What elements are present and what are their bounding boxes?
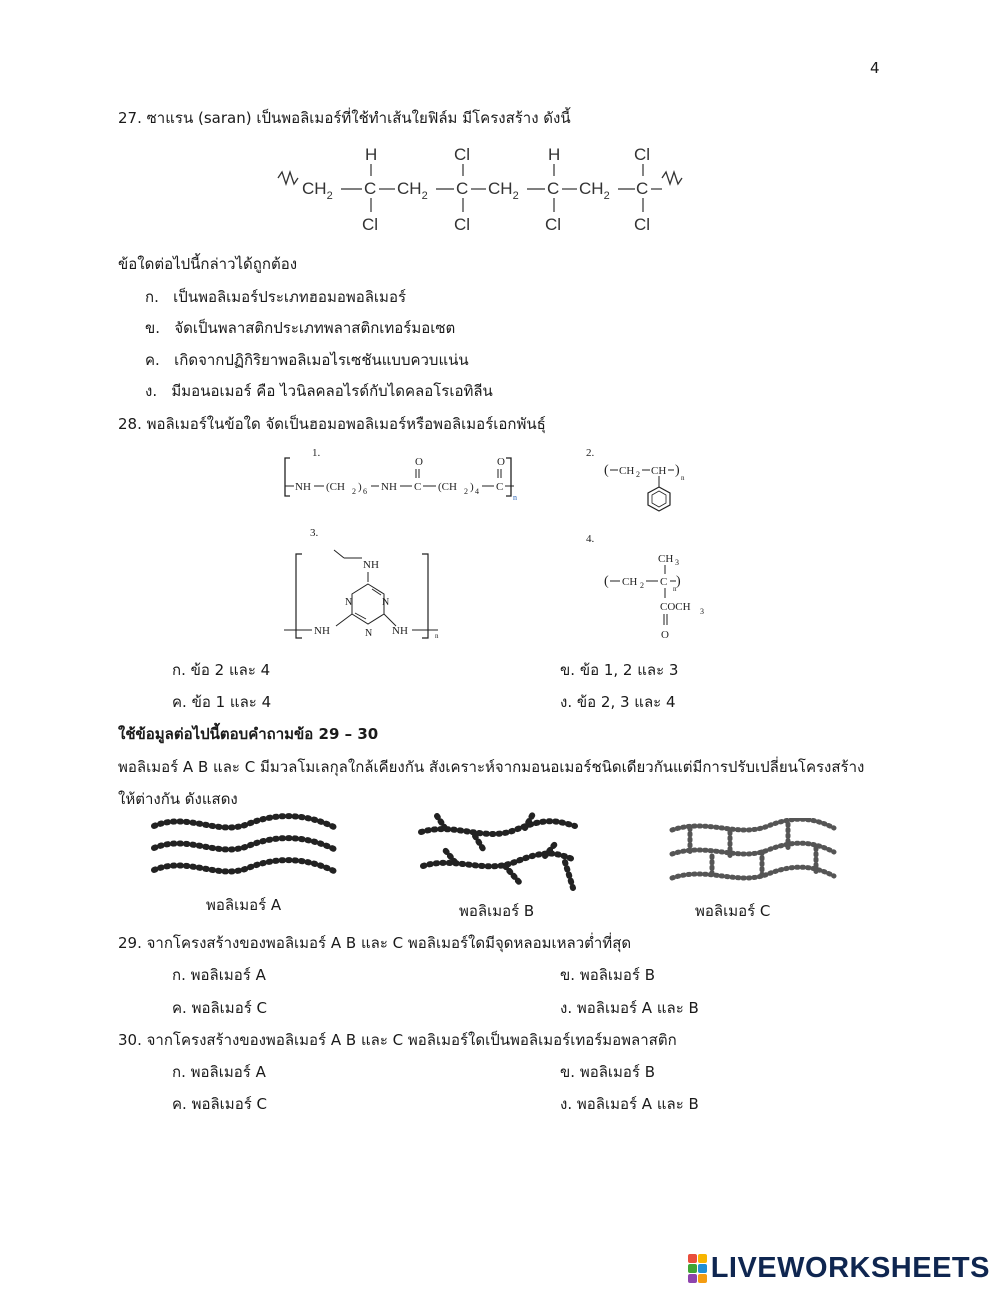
chain-ch2-4: $CH_2$ — [579, 179, 610, 202]
q28-option-c[interactable]: ค. ข้อ 1 และ 4 — [172, 693, 272, 711]
top-atom-2: Cl — [454, 145, 471, 164]
q27-option-a[interactable]: ก. เป็นพอลิเมอร์ประเภทฮอมอพอลิเมอร์ — [145, 288, 407, 306]
structure-3-number: 3. — [310, 527, 319, 539]
svg-text:n: n — [435, 632, 439, 640]
svg-text:(CH: (CH — [326, 481, 345, 493]
polymer-c-crosslinked-diagram — [668, 818, 838, 892]
svg-text:): ) — [676, 574, 681, 589]
polymer-b-branched-diagram — [415, 812, 585, 894]
bottom-atom-4: Cl — [634, 215, 651, 234]
svg-text:(: ( — [604, 463, 609, 478]
structure-1-number: 1. — [312, 447, 321, 459]
q29-option-d[interactable]: ง. พอลิเมอร์ A และ B — [560, 999, 699, 1017]
structure-1-nylon — [280, 446, 540, 504]
q28-option-a[interactable]: ก. ข้อ 2 และ 4 — [172, 661, 271, 679]
svg-text:2: 2 — [640, 581, 644, 590]
top-atom-1: H — [365, 145, 378, 164]
svg-text:C: C — [660, 576, 668, 588]
svg-text:CH: CH — [622, 576, 638, 588]
polymer-a-linear-diagram — [148, 810, 343, 890]
logo-text: LIVEWORKSHEETS — [710, 1252, 990, 1284]
svg-text:): ) — [358, 481, 362, 493]
bottom-atom-1: Cl — [362, 215, 379, 234]
svg-text:C: C — [496, 481, 504, 493]
svg-text:n: n — [513, 493, 517, 502]
svg-text:O: O — [497, 456, 505, 468]
svg-text:O: O — [661, 629, 669, 641]
svg-text:2: 2 — [464, 487, 468, 496]
chain-c-4: C — [636, 179, 649, 198]
svg-text:C: C — [414, 481, 422, 493]
q28-option-d[interactable]: ง. ข้อ 2, 3 และ 4 — [560, 693, 676, 711]
svg-text:(CH: (CH — [438, 481, 457, 493]
svg-text:CH: CH — [658, 553, 674, 565]
q29-option-c[interactable]: ค. พอลิเมอร์ C — [172, 999, 268, 1017]
q28-option-b[interactable]: ข. ข้อ 1, 2 และ 3 — [560, 661, 679, 679]
svg-text:NH: NH — [363, 559, 379, 571]
saran-structure-diagram — [270, 140, 690, 236]
chain-c-2: C — [456, 179, 469, 198]
svg-text:3: 3 — [700, 607, 704, 616]
logo-mark-icon — [688, 1254, 707, 1283]
svg-text:6: 6 — [363, 487, 367, 496]
question-30-text: 30. จากโครงสร้างของพอลิเมอร์ A B และ C พอลิเมอร์ใดเป็นพอลิเมอร์เทอร์มอพลาสติก — [118, 1031, 677, 1049]
svg-text:COCH: COCH — [660, 601, 691, 613]
structure-2-polystyrene — [580, 442, 710, 517]
info-heading: ใช้ข้อมูลต่อไปนี้ตอบคำถามข้อ 29 – 30 — [118, 725, 379, 743]
question-28-text: 28. พอลิเมอร์ในข้อใด จัดเป็นฮอมอพอลิเมอร์หรือพอลิเมอร์เอกพันธุ์ — [118, 415, 546, 433]
info-line-1: พอลิเมอร์ A B และ C มีมวลโมเลกุลใกล้เคียงกัน สังเคราะห์จากมอนอเมอร์ชนิดเดียวกันแต่มีการปรับเปลี่ยนโครงสร้าง — [118, 758, 865, 776]
chain-ch2-1: $CH_2$ — [302, 179, 333, 202]
question-27-text: 27. ซาแรน (saran) เป็นพอลิเมอร์ที่ใช้ทำเส้นใยฟิล์ม มีโครงสร้าง ดังนี้ — [118, 109, 571, 127]
svg-text:): ) — [470, 481, 474, 493]
svg-text:NH: NH — [392, 625, 408, 637]
q30-option-c[interactable]: ค. พอลิเมอร์ C — [172, 1095, 268, 1113]
wavy-bond-right — [662, 172, 682, 184]
q29-option-b[interactable]: ข. พอลิเมอร์ B — [560, 966, 656, 984]
info-line-2: ให้ต่างกัน ดังแสดง — [118, 790, 238, 808]
question-27-prompt: ข้อใดต่อไปนี้กล่าวได้ถูกต้อง — [118, 255, 298, 273]
structure-2-number: 2. — [586, 447, 595, 459]
svg-text:): ) — [675, 463, 680, 478]
polymer-b-caption: พอลิเมอร์ B — [459, 902, 535, 920]
chain-c-1: C — [364, 179, 377, 198]
structure-4-pmma — [580, 528, 720, 646]
svg-text:NH: NH — [314, 625, 330, 637]
q27-option-b[interactable]: ข. จัดเป็นพลาสติกประเภทพลาสติกเทอร์มอเซต — [145, 319, 456, 337]
structure-3-melamine — [278, 522, 443, 640]
svg-text:3: 3 — [675, 558, 679, 567]
top-atom-3: H — [548, 145, 561, 164]
liveworksheets-logo[interactable] — [688, 1252, 990, 1285]
svg-text:n: n — [681, 474, 685, 482]
svg-text:N: N — [365, 628, 373, 639]
svg-text:(: ( — [604, 574, 609, 589]
polymer-a-caption: พอลิเมอร์ A — [206, 896, 282, 914]
q30-option-a[interactable]: ก. พอลิเมอร์ A — [172, 1063, 266, 1081]
structure-4-number: 4. — [586, 533, 595, 545]
svg-text:NH: NH — [381, 481, 397, 493]
bottom-atom-3: Cl — [545, 215, 562, 234]
svg-text:CH: CH — [619, 465, 635, 477]
chain-c-3: C — [547, 179, 560, 198]
q27-option-d[interactable]: ง. มีมอนอเมอร์ คือ ไวนิลคลอไรด์กับไดคลอโรเอทิลีน — [145, 382, 493, 400]
polymer-c-caption: พอลิเมอร์ C — [695, 902, 771, 920]
svg-text:NH: NH — [295, 481, 311, 493]
svg-text:n: n — [673, 585, 677, 593]
q30-option-b[interactable]: ข. พอลิเมอร์ B — [560, 1063, 656, 1081]
wavy-bond-left — [278, 172, 298, 184]
svg-text:N: N — [382, 597, 390, 608]
page-number: 4 — [870, 59, 880, 77]
top-atom-4: Cl — [634, 145, 651, 164]
svg-text:CH: CH — [651, 465, 667, 477]
svg-text:2: 2 — [636, 470, 640, 479]
chain-ch2-2: $CH_2$ — [397, 179, 428, 202]
svg-text:4: 4 — [475, 487, 479, 496]
svg-text:2: 2 — [352, 487, 356, 496]
q27-option-c[interactable]: ค. เกิดจากปฏิกิริยาพอลิเมอไรเซชันแบบควบแน่น — [145, 351, 469, 369]
question-29-text: 29. จากโครงสร้างของพอลิเมอร์ A B และ C พอลิเมอร์ใดมีจุดหลอมเหลวต่ำที่สุด — [118, 934, 632, 952]
svg-text:O: O — [415, 456, 423, 468]
chain-ch2-3: $CH_2$ — [488, 179, 519, 202]
bottom-atom-2: Cl — [454, 215, 471, 234]
q29-option-a[interactable]: ก. พอลิเมอร์ A — [172, 966, 266, 984]
q30-option-d[interactable]: ง. พอลิเมอร์ A และ B — [560, 1095, 699, 1113]
svg-text:N: N — [345, 597, 353, 608]
